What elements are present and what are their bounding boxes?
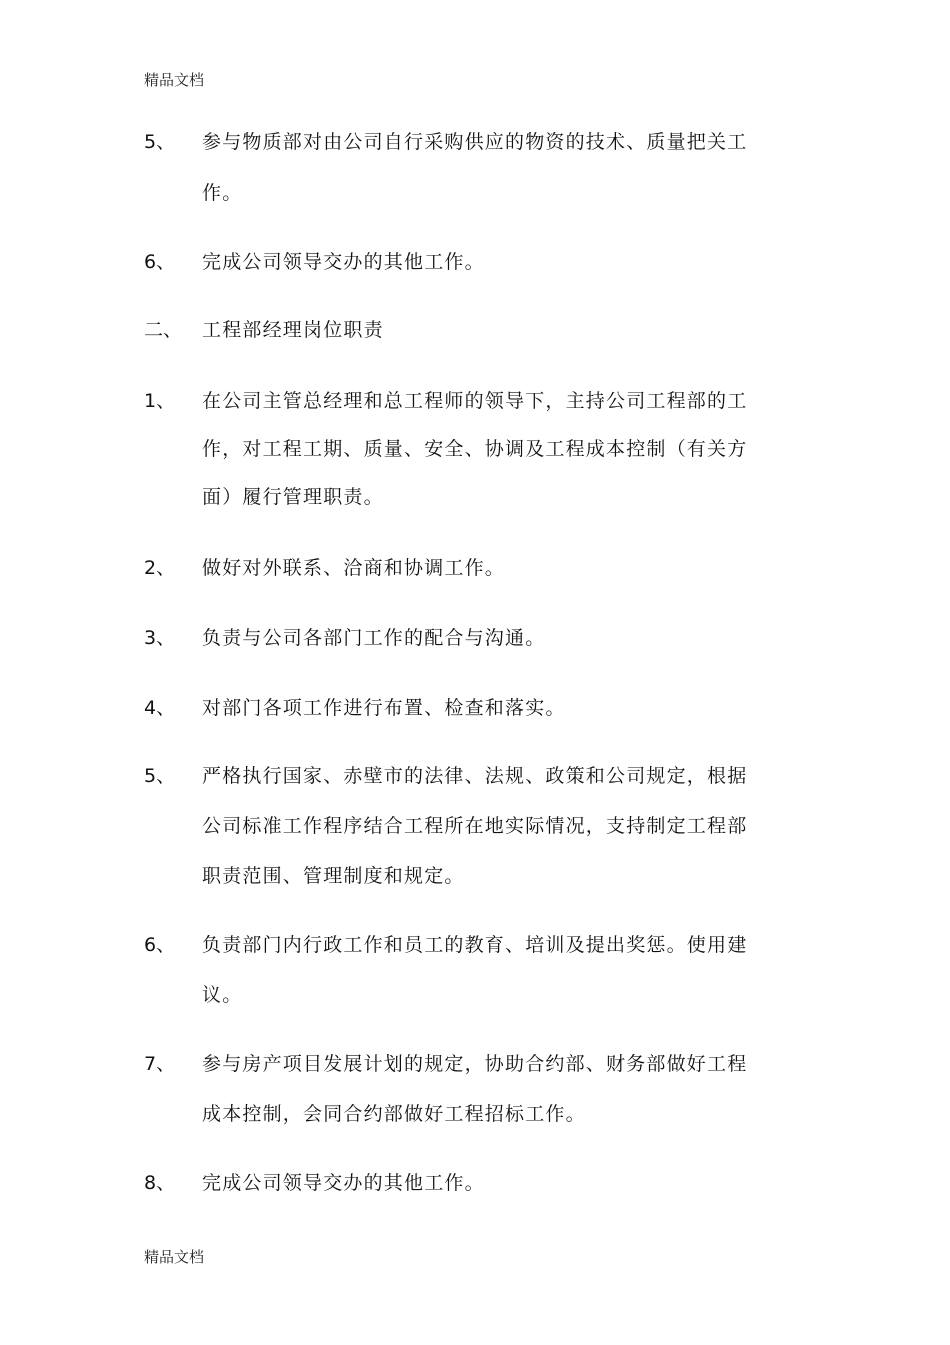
text-line: 完成公司领导交办的其他工作。 (202, 251, 485, 273)
text-line: 面）履行管理职责。 (202, 486, 384, 508)
item-text (202, 697, 767, 720)
text-line: 公司标准工作程序结合工程所在地实际情况，支持制定工程部 (202, 815, 748, 837)
item-number: 7、 (144, 1053, 176, 1075)
text-line: 负责部门内行政工作和员工的教育、培训及提出奖惩。使用建 (202, 934, 748, 956)
item-text (202, 627, 767, 650)
page-footer-label: 精品文档 (144, 1248, 205, 1266)
item-text (202, 765, 767, 888)
section-title (202, 319, 767, 342)
text-line: 做好对外联系、洽商和协调工作。 (202, 557, 506, 579)
text-line: 议。 (202, 984, 243, 1006)
item-number: 8、 (144, 1172, 176, 1194)
text-line: 职责范围、管理制度和规定。 (202, 865, 465, 887)
item-number: 5、 (144, 131, 176, 153)
item-text (202, 251, 767, 274)
item-number: 6、 (144, 251, 176, 273)
item-number: 4、 (144, 697, 176, 719)
text-line: 严格执行国家、赤壁市的法律、法规、政策和公司规定，根据 (202, 765, 748, 787)
item-number: 3、 (144, 627, 176, 649)
item-number: 6、 (144, 934, 176, 956)
item-text (202, 934, 767, 1007)
item-number: 2、 (144, 557, 176, 579)
text-line: 负责与公司各部门工作的配合与沟通。 (202, 627, 546, 649)
text-line: 在公司主管总经理和总工程师的领导下，主持公司工程部的工 (202, 390, 748, 412)
text-line: 成本控制，会同合约部做好工程招标工作。 (202, 1103, 586, 1125)
page-header-label: 精品文档 (144, 71, 205, 89)
item-text (202, 390, 767, 509)
text-line: 作，对工程工期、质量、安全、协调及工程成本控制（有关方 (202, 438, 748, 460)
text-line: 完成公司领导交办的其他工作。 (202, 1172, 485, 1194)
item-text (202, 557, 767, 580)
text-line: 作。 (202, 182, 243, 204)
item-text (202, 1172, 767, 1195)
text-line: 参与房产项目发展计划的规定，协助合约部、财务部做好工程 (202, 1053, 748, 1075)
text-line: 参与物质部对由公司自行采购供应的物资的技术、质量把关工 (202, 131, 748, 153)
item-text (202, 1053, 767, 1126)
text-line: 工程部经理岗位职责 (202, 319, 384, 341)
item-text (202, 131, 767, 205)
text-line: 对部门各项工作进行布置、检查和落实。 (202, 697, 566, 719)
item-number: 5、 (144, 765, 176, 787)
section-number: 二、 (144, 319, 183, 341)
item-number: 1、 (144, 390, 176, 412)
